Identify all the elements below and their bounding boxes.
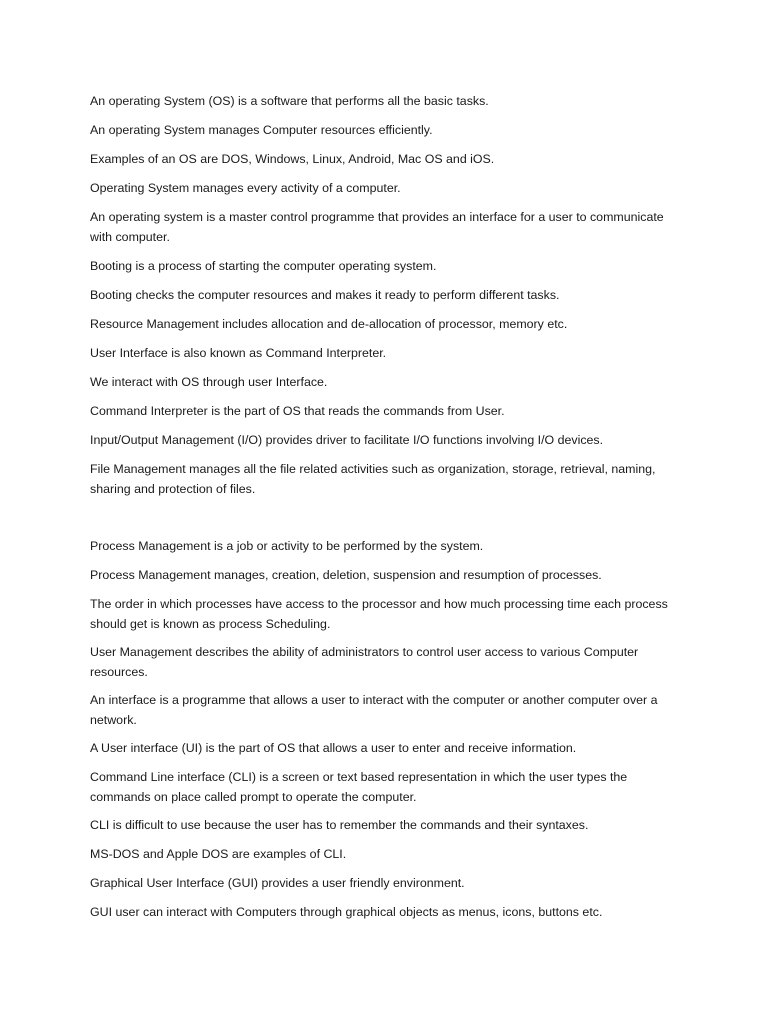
paragraph: CLI is difficult to use because the user has to remember the commands and their syntaxes. xyxy=(90,818,589,832)
paragraph: We interact with OS through user Interface. xyxy=(90,375,328,389)
paragraph: Input/Output Management (I/O) provides driver to facilitate I/O functions involving I/O devices. xyxy=(90,433,604,447)
paragraph: A User interface (UI) is the part of OS that allows a user to enter and receive information. xyxy=(90,741,577,755)
paragraph: An interface is a programme that allows a user to interact with the computer or another computer over a network. xyxy=(90,693,658,727)
paragraph: User Interface is also known as Command Interpreter. xyxy=(90,346,387,360)
paragraph: GUI user can interact with Computers through graphical objects as menus, icons, buttons etc. xyxy=(90,905,603,919)
paragraph: Booting is a process of starting the computer operating system. xyxy=(90,259,437,273)
paragraph: Process Management manages, creation, deletion, suspension and resumption of processes. xyxy=(90,568,602,582)
paragraph: An operating System (OS) is a software that performs all the basic tasks. xyxy=(90,94,489,108)
paragraph: User Management describes the ability of administrators to control user access to various Computer resources. xyxy=(90,645,639,679)
paragraph: An operating System manages Computer resources efficiently. xyxy=(90,123,433,137)
paragraph: Examples of an OS are DOS, Windows, Linux, Android, Mac OS and iOS. xyxy=(90,152,495,166)
paragraph: The order in which processes have access to the processor and how much processing time each process should get is known as process Scheduling. xyxy=(90,597,668,631)
paragraph: Operating System manages every activity of a computer. xyxy=(90,181,401,195)
paragraph: Resource Management includes allocation and de-allocation of processor, memory etc. xyxy=(90,317,568,331)
paragraph: Booting checks the computer resources and makes it ready to perform different tasks. xyxy=(90,288,560,302)
paragraph: Command Line interface (CLI) is a screen or text based representation in which the user types the commands on place called prompt to operate the computer. xyxy=(90,770,628,804)
paragraph: An operating system is a master control programme that provides an interface for a user to communicate with computer. xyxy=(90,210,664,244)
paragraph: MS-DOS and Apple DOS are examples of CLI. xyxy=(90,847,347,861)
paragraph: Process Management is a job or activity to be performed by the system. xyxy=(90,539,484,553)
paragraph: Graphical User Interface (GUI) provides a user friendly environment. xyxy=(90,876,465,890)
paragraph: Command Interpreter is the part of OS that reads the commands from User. xyxy=(90,404,505,418)
paragraph: File Management manages all the file related activities such as organization, storage, retrieval, naming, sharing and protection of files. xyxy=(90,462,656,496)
